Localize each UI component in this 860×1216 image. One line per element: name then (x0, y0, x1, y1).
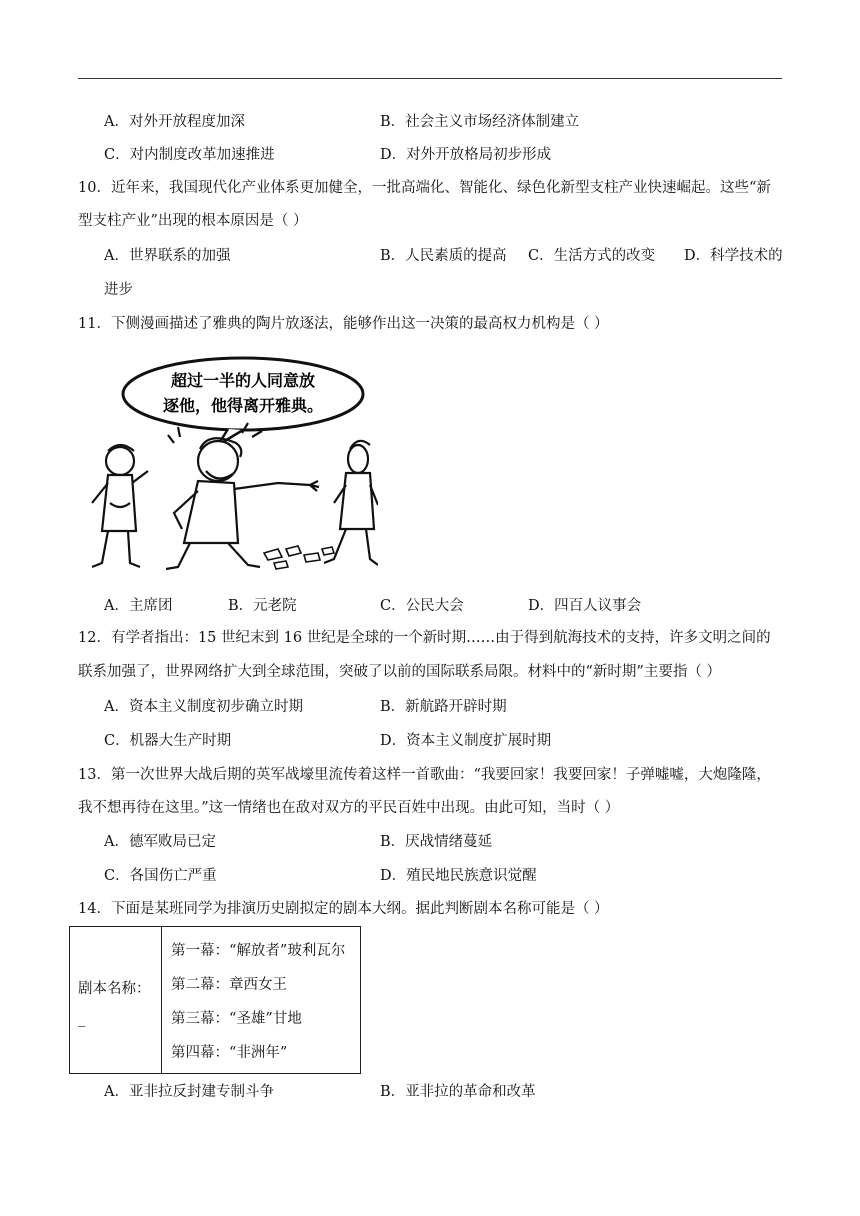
q10-stem-line2: 型支柱产业”出现的根本原因是（ ） (78, 213, 308, 229)
script-name-label: 剧本名称： (78, 981, 151, 997)
script-name-blank: _ (78, 1011, 86, 1027)
q14-stem: 14．下面是某班同学为排演历史剧拟定的剧本大纲。据此判断剧本名称可能是（ ） (78, 901, 609, 917)
q11-option-c: C．公民大会 (380, 598, 464, 614)
q12-option-b: B．新航路开辟时期 (380, 699, 507, 715)
q11-option-a: A．主席团 (104, 598, 173, 614)
act-4: 第四幕：“非洲年” (171, 1045, 288, 1061)
q13-stem-line2: 我不想再待在这里。”这一情绪也在敌对双方的平民百姓中出现。由此可知，当时（ ） (78, 800, 620, 816)
ostracism-cartoon (78, 353, 378, 583)
act-3: 第三幕：“圣雄”甘地 (171, 1011, 302, 1027)
q12-option-c: C．机器大生产时期 (104, 733, 232, 749)
q12-option-d: D．资本主义制度扩展时期 (380, 733, 552, 749)
q9-option-a: A．对外开放程度加深 (104, 114, 245, 130)
q11-option-b: B．元老院 (228, 598, 297, 614)
pottery-shards (264, 546, 334, 569)
q13-option-d: D．殖民地民族意识觉醒 (380, 868, 537, 884)
q9-option-d: D．对外开放格局初步形成 (380, 147, 552, 163)
q9-option-b: B．社会主义市场经济体制建立 (380, 114, 580, 130)
q10-option-d: D．科学技术的 (684, 248, 783, 264)
q14-option-a: A．亚非拉反封建专制斗争 (104, 1084, 274, 1100)
bubble-text-line2: 逐他，他得离开雅典。 (162, 396, 324, 415)
q12-option-a: A．资本主义制度初步确立时期 (104, 699, 303, 715)
q9-option-c: C．对内制度改革加速推进 (104, 147, 275, 163)
act-2: 第二幕：章西女王 (171, 977, 287, 993)
q13-option-b: B．厌战情绪蔓延 (380, 834, 493, 850)
header-rule (78, 78, 782, 79)
script-acts-cell (162, 927, 361, 1074)
script-outline-table (69, 926, 361, 1074)
q12-stem-line1: 12．有学者指出：15 世纪末到 16 世纪是全球的一个新时期……由于得到航海技术的支持，许多文明之间的 (78, 630, 771, 646)
q11-option-d: D．四百人议事会 (528, 598, 642, 614)
q10-stem-line1: 10．近年来，我国现代化产业体系更加健全，一批高端化、智能化、绿色化新型支柱产业快速崛起。这些“新 (78, 180, 771, 196)
q14-option-b: B．亚非拉的革命和改革 (380, 1084, 536, 1100)
q11-stem: 11．下侧漫画描述了雅典的陶片放逐法，能够作出这一决策的最高权力机构是（ ） (78, 316, 609, 332)
q10-option-c: C．生活方式的改变 (528, 248, 656, 264)
q10-option-d-cont: 进步 (104, 282, 133, 298)
q10-option-a: A．世界联系的加强 (104, 248, 231, 264)
left-citizen-figure (92, 445, 148, 567)
q13-option-a: A．德军败局已定 (104, 834, 216, 850)
bubble-text-line1: 超过一半的人同意放 (170, 371, 316, 390)
q13-stem-line1: 13．第一次世界大战后期的英军战壕里流传着这样一首歌曲：“我要回家！我要回家！子弹嘘嘘，大炮隆隆， (78, 767, 771, 783)
q13-option-c: C．各国伤亡严重 (104, 868, 217, 884)
speech-bubble (123, 358, 363, 430)
act-1: 第一幕：“解放者”玻利瓦尔 (171, 943, 346, 959)
q12-stem-line2: 联系加强了，世界网络扩大到全球范围，突破了以前的国际联系局限。材料中的“新时期”主要指（ ） (78, 664, 721, 680)
script-name-cell (70, 927, 162, 1074)
q10-option-b: B．人民素质的提高 (380, 248, 507, 264)
